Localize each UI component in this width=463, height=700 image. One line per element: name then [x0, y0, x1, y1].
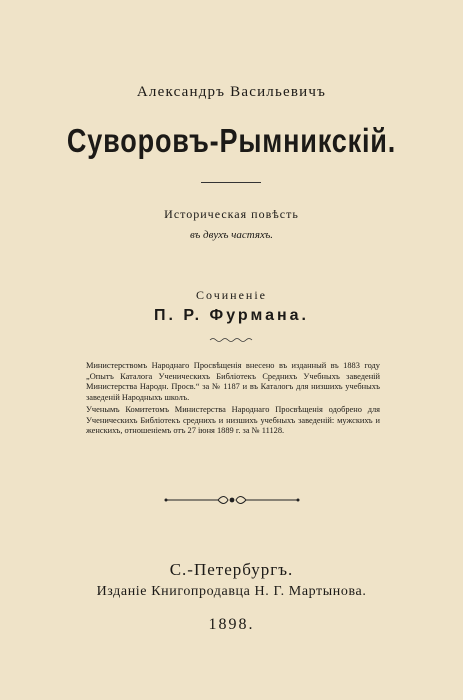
book-title: Суворовъ-Рымникскій. — [66, 122, 397, 159]
book-parts: въ двухъ частяхъ. — [189, 229, 274, 241]
publication-city: С.-Петербургъ. — [169, 560, 294, 579]
book-subtitle: Историческая повѣсть — [164, 207, 299, 221]
author-name: П. Р. Фурмана. — [154, 307, 309, 324]
wave-ornament-icon — [209, 337, 255, 343]
small-ornament-divider — [0, 333, 463, 346]
publisher-line: Изданіе Книгопродавца Н. Г. Мартынова. — [96, 584, 367, 599]
publication-year: 1898. — [208, 616, 255, 633]
title-divider — [201, 182, 261, 183]
ornamental-divider — [0, 492, 463, 512]
ministry-notice-2: Ученымъ Комитетомъ Министерства Народнаго Просвѣщенія одобрено для Ученическихъ Библіотекъ среднихъ и низшихъ учебныхъ заведеній: мужскихъ и женскихъ, отношеніемъ отъ 27 іюня 1889 г. за № 11128. — [86, 405, 380, 436]
flourish-ornament-icon — [162, 492, 302, 508]
ministry-notice-1: Министерствомъ Народнаго Просвѣщенія внесено въ изданный въ 1883 году „Опытъ Каталога Ученическихъ Библіотекъ Среднихъ Учебныхъ заведеній Министерства Народн. Просв.“ за № 1187 и въ Каталогъ для низшихъ учебныхъ заведеній Народныхъ школъ. — [86, 361, 380, 402]
work-label: Сочиненіе — [196, 288, 267, 302]
author-full-name: Александръ Васильевичъ — [136, 84, 327, 100]
